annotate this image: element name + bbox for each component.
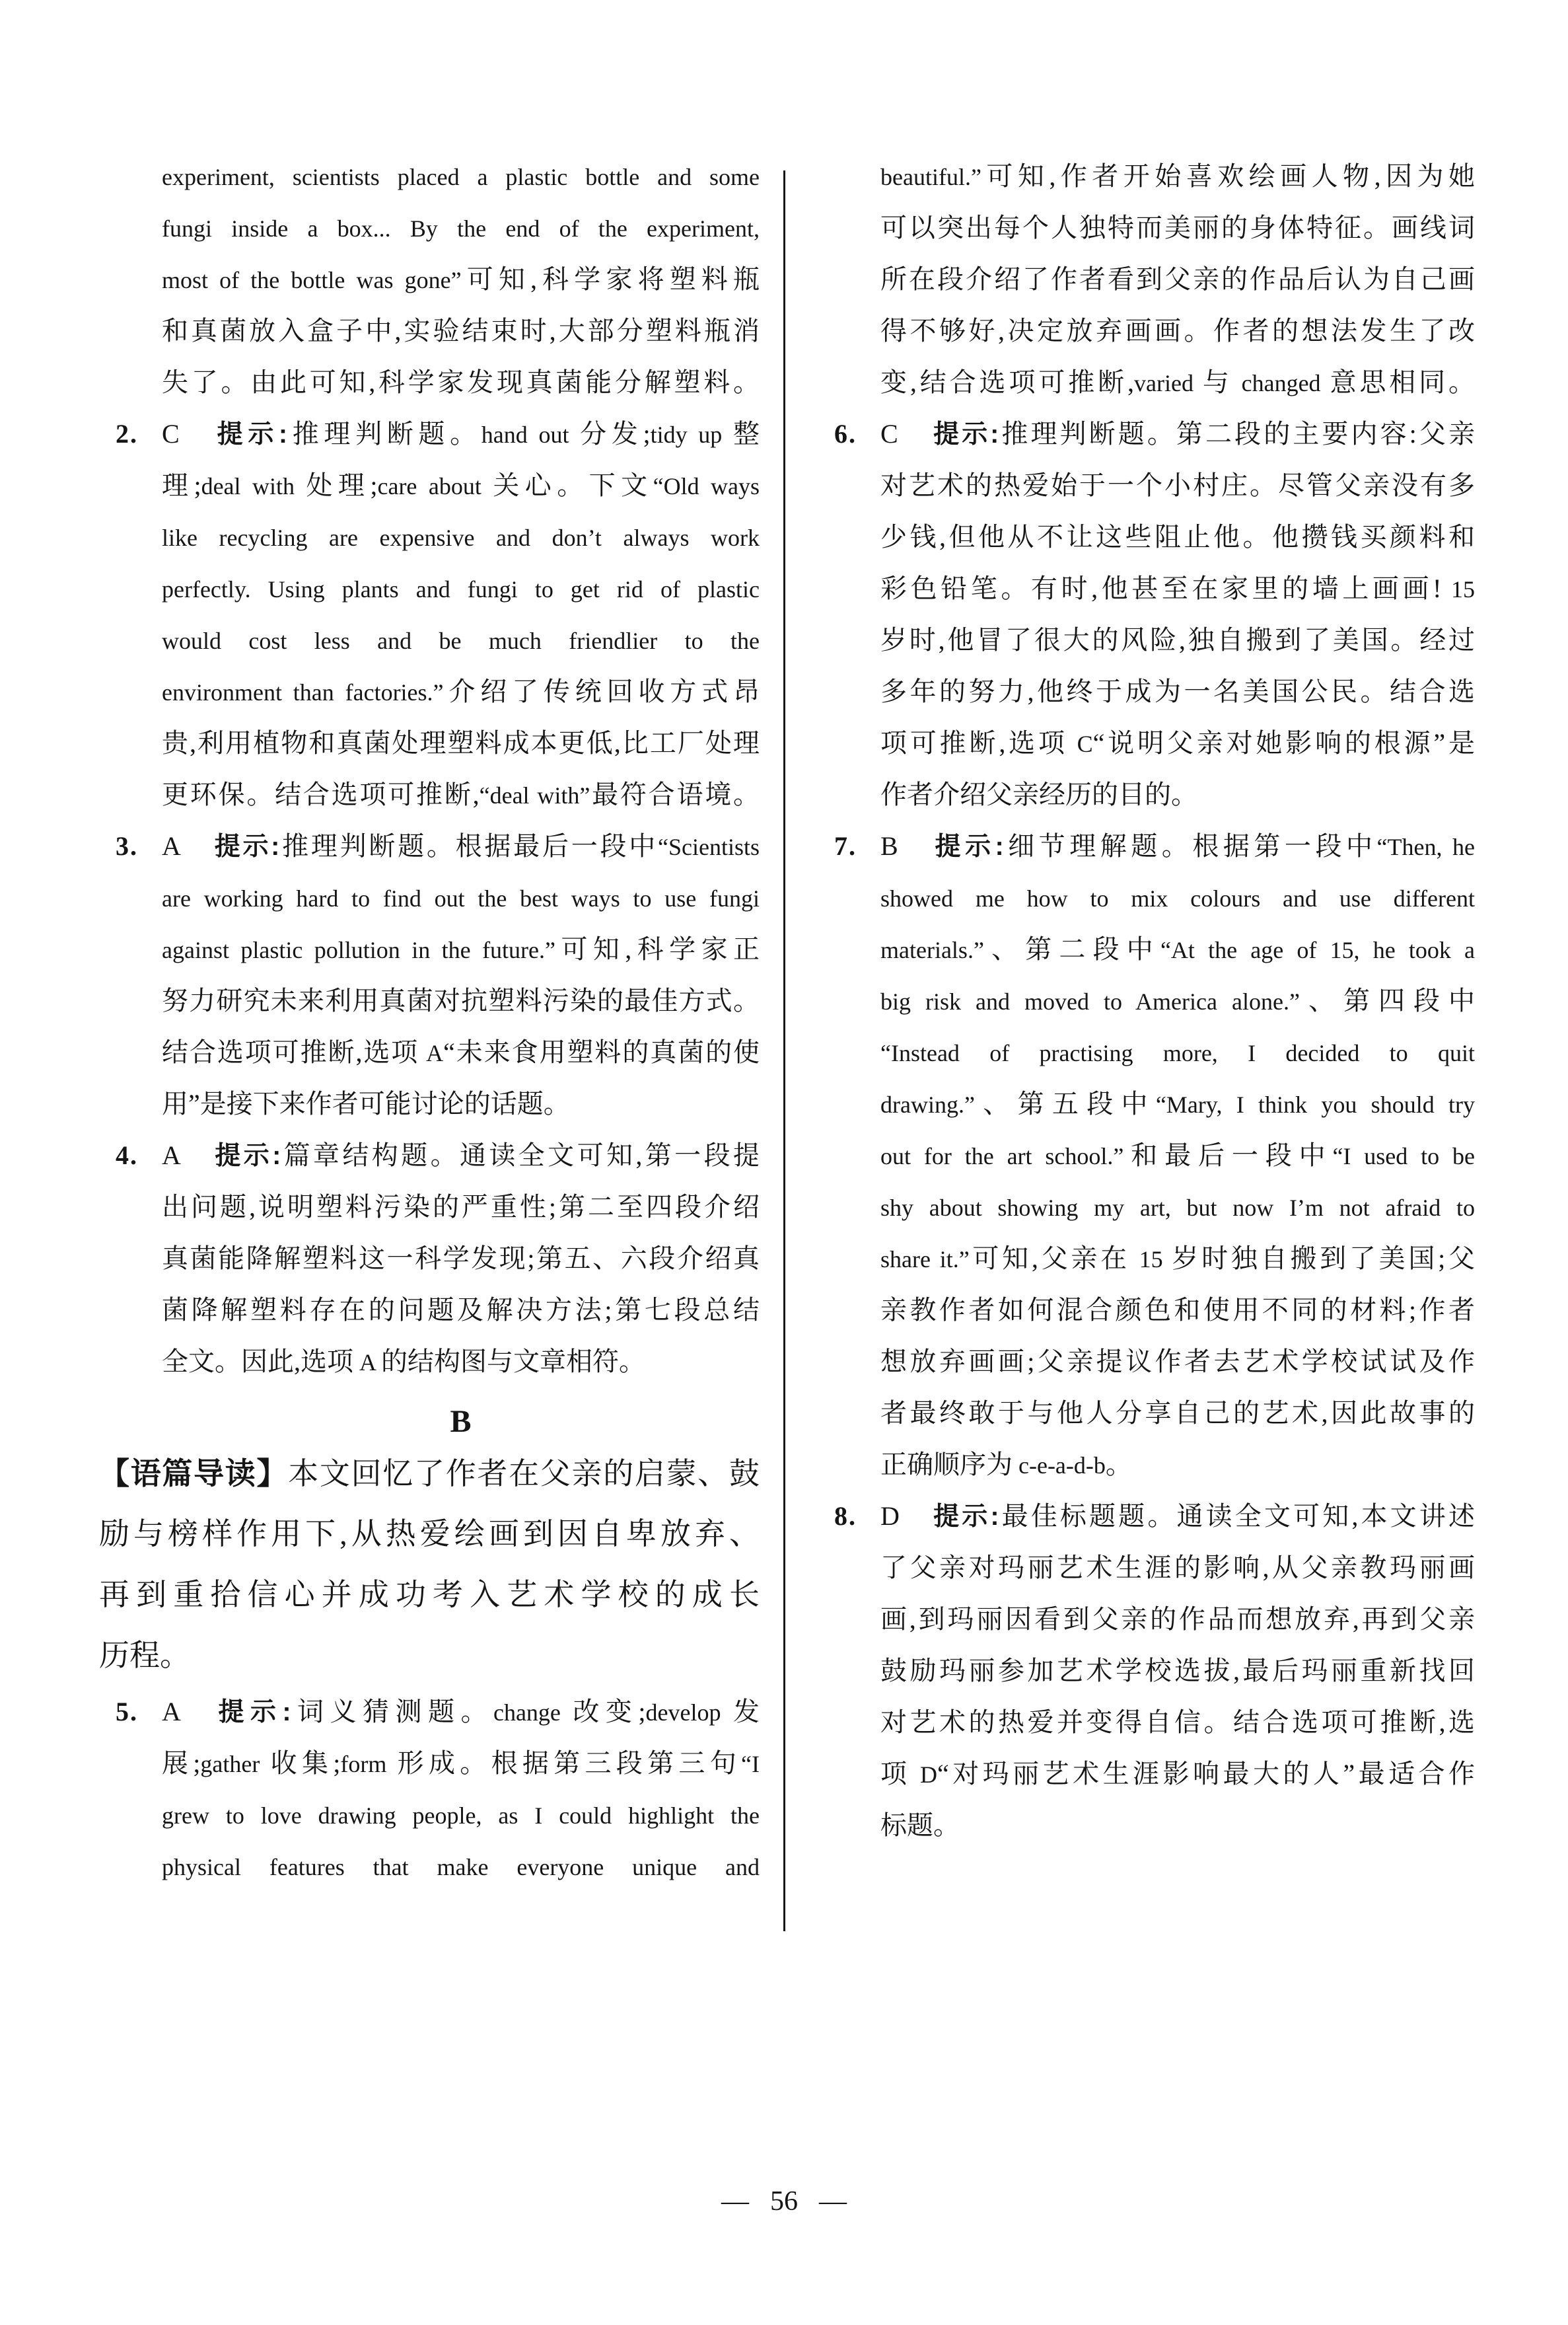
chinese-text: 可知,科学家正 [555,934,760,964]
chinese-text: 改变; [573,1697,646,1726]
chinese-text: 最符合语境。 [590,780,760,809]
chinese-text: 词义猜测题。 [291,1697,493,1726]
english-text: share it.” [880,1246,970,1273]
chinese-text: 想放弃画画;父亲提议作者去艺术学校试试及作 [880,1347,1475,1376]
answer-item [116,1130,760,1387]
hint-label: 提示: [212,1142,281,1170]
english-text: “Then, he [1376,834,1475,860]
answer-letter: A [162,831,181,861]
text-line [880,614,1475,666]
text-line [880,511,1475,563]
english-text: are working hard to find out the best ways to use fungi [162,885,760,912]
english-text: “Mary, I think you should try [1155,1091,1475,1118]
text-line [162,872,760,924]
chinese-text: 和最后一段中 [1123,1140,1333,1170]
footer-dash-left: — [721,2186,749,2217]
english-text: physical features that make everyone unique and [162,1854,760,1880]
chinese-text: 励与榜样作用下,从热爱绘画到因自卑放弃、 [99,1517,760,1551]
hint-label: 提示: [931,1502,999,1531]
chinese-text: 可知,父亲在 [969,1243,1130,1273]
text-line [162,1686,760,1738]
chinese-text: 理; [162,470,201,500]
chinese-text: 得不够好,决定放弃画画。作者的想法发生了改 [880,316,1475,346]
english-text: out for the art school.” [880,1143,1124,1169]
left-column [99,151,760,1892]
text-line [880,408,1475,460]
answer-item [116,821,760,1130]
english-text: deal with [201,473,306,499]
chinese-text: 对艺术的热爱并变得自信。结合选项可推断,选 [880,1707,1475,1737]
chinese-text: 发 [732,1697,760,1726]
english-text: materials.” [880,937,984,963]
chinese-text: 画,到玛丽因看到父亲的作品而想放弃,再到父亲 [880,1604,1475,1634]
text-line [162,511,760,563]
english-text: fungi inside a box... By the end of the experiment, [162,215,760,242]
answer-item [834,1491,1475,1851]
chinese-text: 菌降解塑料存在的问题及解决方法;第七段总结 [162,1295,760,1325]
text-line [880,1027,1475,1078]
chinese-text: 本文回忆了作者在父亲的启蒙、鼓 [288,1457,760,1491]
chinese-text: 再到重拾信心并成功考入艺术学校的成长 [99,1578,760,1611]
chinese-text: 推理判断题。第二段的主要内容:父亲 [999,419,1475,449]
text-line [880,151,1475,202]
text-line [880,1491,1475,1542]
chinese-text: 更环保。结合选项可推断, [162,780,480,809]
item-number: 2. [116,419,138,449]
english-text: change [493,1699,573,1726]
english-text: varied [1134,370,1203,396]
english-text: C [1067,731,1093,757]
hint-label: 提示: [931,420,999,449]
text-line [162,151,760,202]
footer-dash-right: — [819,2186,847,2217]
item-number: 3. [116,831,138,861]
english-text: would cost less and be much friendlier to the [162,628,760,654]
chinese-text: 变,结合选项可推断, [880,367,1134,397]
chinese-text: 项 [880,1759,911,1789]
chinese-text: “说明父亲对她影响的根源”是 [1092,728,1475,758]
chinese-text: 鼓励玛丽参加艺术学校选拔,最后玛丽重新找回 [880,1656,1475,1685]
hint-label: 提示: [931,832,1004,861]
hint-label: 提示: [212,832,280,861]
text-line [162,718,760,769]
text-line [162,614,760,666]
guide-label: 【语篇导读】 [99,1456,289,1491]
item-number: 5. [116,1697,138,1726]
chinese-text: 作者介绍父亲经历的目的。 [880,780,1197,809]
chinese-text: “对玛丽艺术生涯影响最大的人”最适合作 [937,1759,1475,1789]
english-text: perfectly. Using plants and fungi to get rid of plastic [162,576,760,603]
section-header-letter: B [450,1404,472,1439]
english-text: develop [645,1699,733,1726]
chinese-text: 介绍了传统回收方式昂 [443,677,760,706]
text-line [162,769,760,821]
chinese-text: 失了。由此可知,科学家发现真菌能分解塑料。 [162,367,760,397]
english-text: c-e-a-d-b [1013,1452,1106,1479]
text-line [880,254,1475,305]
english-text: environment than factories.” [162,679,444,706]
chinese-text: 展; [162,1748,201,1778]
chinese-text: 可知,科学家将塑料瓶 [461,264,760,294]
text-line [162,821,760,872]
english-text: 15 [1129,1246,1172,1273]
english-text: big risk and moved to America alone.” [880,988,1300,1015]
chinese-text: 彩色铅笔。有时,他甚至在家里的墙上画画! [880,573,1442,603]
text-line [162,975,760,1027]
hint-label: 提示: [212,1698,291,1726]
chinese-text: 的结构图与文章相符。 [381,1347,646,1376]
text-line [162,1078,760,1130]
text-line [880,666,1475,718]
text-line [880,1594,1475,1645]
text-line [880,460,1475,511]
text-line [880,1800,1475,1851]
chinese-text: 、第二段中 [983,934,1160,964]
chinese-text: 全文。因此,选项 [162,1347,353,1376]
english-text: 15 [1441,576,1475,603]
page-footer [0,2186,1568,2217]
english-text: showed me how to mix colours and use different [880,885,1475,912]
answer-item [116,1686,760,1892]
text-line [880,1181,1475,1233]
chinese-text: 出问题,说明塑料污染的严重性;第二至四段介绍 [162,1192,760,1222]
english-text: form [340,1751,398,1777]
right-column [834,151,1475,1851]
chinese-text: 者最终敢于与他人分享自己的艺术,因此故事的 [880,1398,1475,1428]
chinese-text: 关心。下文 [493,470,653,500]
english-text: “I used to be [1332,1143,1475,1169]
text-line [162,1841,760,1892]
chinese-text: 项可推断,选项 [880,728,1068,758]
english-text: “Instead of practising more, I decided to quit [880,1040,1475,1066]
english-text: A [353,1349,382,1376]
text-line [162,1336,760,1387]
text-line [880,924,1475,975]
answer-item [116,408,760,821]
answer-letter: B [880,831,898,861]
chinese-text: 岁时独自搬到了美国;父 [1172,1243,1475,1273]
text-line [880,1439,1475,1491]
text-line [162,1738,760,1789]
chinese-text: 正确顺序为 [880,1450,1013,1479]
chinese-text: 了父亲对玛丽艺术生涯的影响,从父亲教玛丽画 [880,1553,1475,1582]
text-line [99,1504,760,1565]
text-line [880,769,1475,821]
text-line [99,1443,760,1504]
section-header [162,1387,760,1443]
english-text: drawing.” [880,1091,975,1118]
chinese-text: 分发; [580,419,651,449]
text-line [162,1027,760,1078]
text-line [99,1565,760,1625]
chinese-text: 所在段介绍了作者看到父亲的作品后认为自己画 [880,264,1475,294]
text-line [880,1542,1475,1594]
english-text: D [910,1761,937,1788]
chinese-text: 篇章结构题。通读全文可知,第一段提 [281,1140,760,1170]
text-line [162,202,760,254]
text-line [99,1625,760,1686]
chinese-text: 最佳标题题。通读全文可知,本文讲述 [999,1501,1475,1531]
text-line [880,1284,1475,1336]
answer-letter: A [162,1140,181,1170]
english-text: grew to love drawing people, as I could highlight the [162,1802,760,1829]
text-line [880,357,1475,408]
chinese-text: 历程。 [99,1639,190,1672]
chinese-text: 和真菌放入盒子中,实验结束时,大部分塑料瓶消 [162,316,760,346]
text-line [162,563,760,614]
text-line [162,1233,760,1284]
english-text: experiment, scientists placed a plastic bottle and some [162,164,760,190]
text-line [880,821,1475,872]
text-line [880,1233,1475,1284]
text-line [162,1284,760,1336]
chinese-text: 整 [733,419,760,449]
text-line [880,202,1475,254]
english-text: beautiful.” [880,164,981,190]
passage-guide [99,1443,760,1686]
item-number: 4. [116,1140,138,1170]
chinese-text: 真菌能降解塑料这一科学发现;第五、六段介绍真 [162,1243,760,1273]
answer-letter: A [162,1697,181,1726]
chinese-text: 意思相同。 [1330,367,1475,397]
chinese-text: 可知,作者开始喜欢绘画人物,因为她 [981,161,1475,191]
english-text: against plastic pollution in the future.” [162,937,556,963]
text-line [162,1181,760,1233]
text-line [880,872,1475,924]
text-line [880,563,1475,614]
chinese-text: 与 [1202,367,1232,397]
chinese-text: 努力研究未来利用真菌对抗塑料污染的最佳方式。 [162,986,760,1015]
chinese-text: 、第四段中 [1299,986,1475,1015]
chinese-text: 推理判断题。 [287,419,481,449]
text-line [880,1336,1475,1387]
text-line [880,1645,1475,1697]
text-line [162,254,760,305]
chinese-text: 对艺术的热爱始于一个小村庄。尽管父亲没有多 [880,470,1475,500]
text-line [880,1387,1475,1439]
chinese-text: 形成。根据第三段第三句 [397,1748,742,1778]
answer-letter: C [880,419,898,449]
chinese-text: 结合选项可推断,选项 [162,1037,419,1067]
chinese-text: 亲教作者如何混合颜色和使用不同的材料;作者 [880,1295,1475,1325]
continuation-block [162,151,760,408]
item-number: 8. [834,1501,857,1531]
text-line [162,305,760,357]
chinese-text: 用”是接下来作者可能讨论的话题。 [162,1089,570,1119]
column-divider-rule [783,170,785,1931]
text-line [162,460,760,511]
chinese-text: 可以突出每个人独特而美丽的身体特征。画线词 [880,213,1475,242]
chinese-text: 标题。 [880,1810,960,1840]
english-text: “Old ways [653,473,760,499]
text-line [880,975,1475,1027]
text-line [162,357,760,408]
english-text: “deal with” [479,782,590,809]
english-text: shy about showing my art, but now I’m not afraid to [880,1195,1475,1221]
chinese-text: 贵,利用植物和真菌处理塑料成本更低,比工厂处理 [162,728,760,758]
english-text: “At the age of 15, he took a [1160,937,1475,963]
chinese-text: 推理判断题。根据最后一段中 [279,831,659,861]
chinese-text: 细节理解题。根据第一段中 [1003,831,1377,861]
chinese-text: “未来食用塑料的真菌的使 [443,1037,760,1067]
item-number: 7. [834,831,857,861]
chinese-text: 少钱,但他从不让这些阻止他。他攒钱买颜料和 [880,522,1475,552]
answer-item [834,408,1475,821]
chinese-text: 、第五段中 [974,1089,1156,1119]
text-line [880,718,1475,769]
answer-item [834,821,1475,1491]
item-number: 6. [834,419,857,449]
answer-letter: D [880,1501,900,1531]
english-text: A [419,1040,444,1066]
text-line [880,1697,1475,1748]
english-text: “Scientists [658,834,760,860]
text-line [162,666,760,718]
english-text: like recycling are expensive and don’t always work [162,525,760,551]
text-line [162,924,760,975]
text-line [880,305,1475,357]
english-text: tidy up [650,422,733,448]
english-text: most of the bottle was gone” [162,267,462,293]
english-text: changed [1232,370,1330,396]
chinese-text: 收集; [270,1748,341,1778]
text-line [162,1130,760,1181]
text-line [880,1748,1475,1800]
hint-label: 提示: [212,420,288,449]
answer-letter: C [162,419,180,449]
chinese-text: 多年的努力,他终于成为一名美国公民。结合选 [880,677,1475,706]
chinese-text: 岁时,他冒了很大的风险,独自搬到了美国。经过 [880,625,1475,655]
english-text: hand out [481,422,581,448]
page-number: 56 [770,2186,798,2217]
text-line [880,1078,1475,1130]
text-line [162,408,760,460]
english-text: gather [200,1751,271,1777]
english-text: care about [377,473,493,499]
chinese-text: 。 [1105,1450,1132,1479]
chinese-text: 处理; [306,470,378,500]
english-text: “I [741,1751,760,1777]
continuation-block [880,151,1475,408]
text-line [162,1789,760,1841]
text-line [880,1130,1475,1181]
